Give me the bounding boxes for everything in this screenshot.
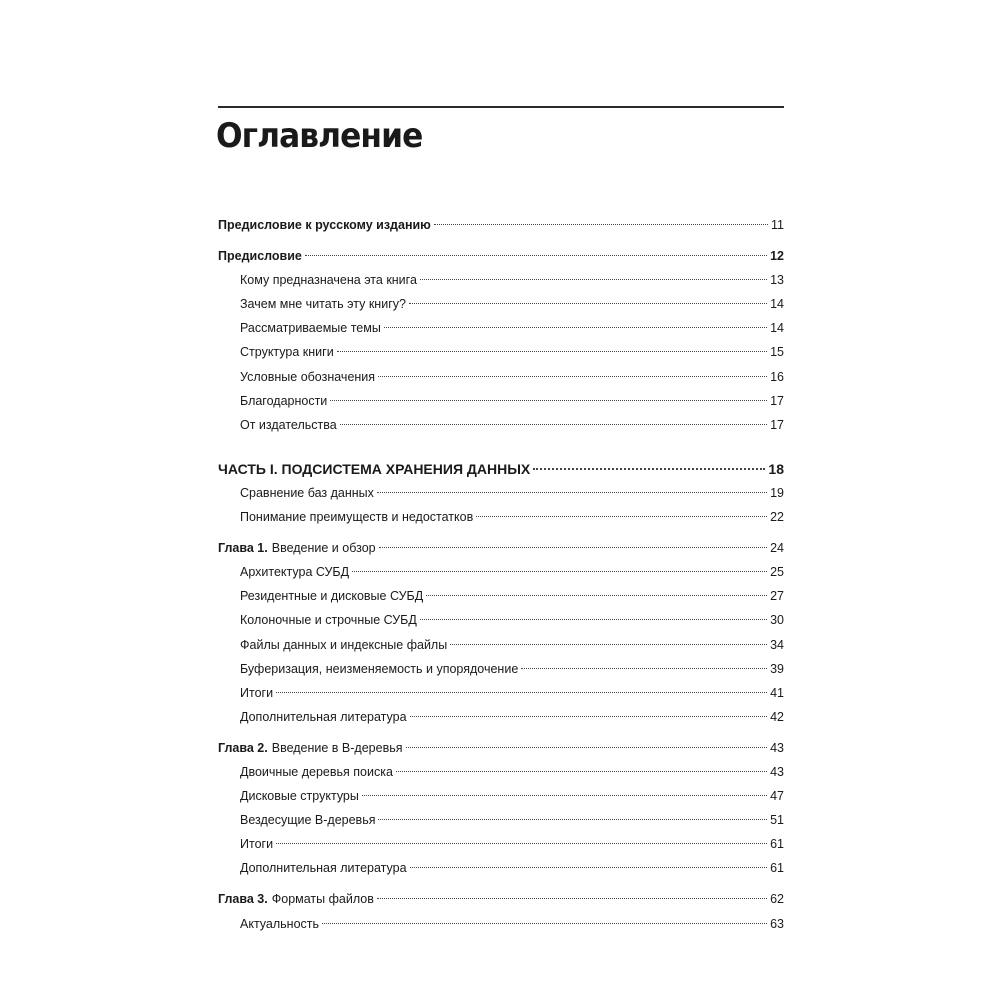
leader-dots (378, 818, 767, 820)
toc-entry[interactable] (218, 389, 784, 413)
toc-entry-label: Кому предназначена эта книга (240, 273, 417, 288)
toc-entry-label: От издательства (240, 417, 337, 432)
toc-entry-page: 27 (770, 589, 784, 604)
toc-entry[interactable] (218, 681, 784, 705)
toc-entry[interactable] (218, 413, 784, 437)
toc-entry[interactable] (218, 705, 784, 729)
toc-entry[interactable] (218, 856, 784, 880)
leader-dots (377, 491, 767, 493)
toc-entry-label: Условные обозначения (240, 369, 376, 384)
toc-entry-page: 39 (770, 661, 784, 676)
leader-dots (426, 594, 767, 596)
toc-entry[interactable] (218, 316, 784, 340)
toc-entry-page: 42 (770, 709, 784, 724)
toc-entry-label: Актуальность (240, 916, 320, 931)
leader-dots (330, 399, 767, 401)
toc-entry-label: Предисловие к русскому изданию (218, 218, 431, 232)
leader-dots (410, 715, 768, 717)
leader-dots (377, 897, 767, 899)
leader-dots (322, 922, 767, 924)
toc-entry-label: Колоночные и строчные СУБД (240, 613, 417, 628)
toc-entry-page: 19 (770, 485, 784, 500)
leader-dots (406, 746, 768, 748)
toc-chapter-entry[interactable] (218, 536, 784, 560)
toc-entry[interactable] (218, 268, 784, 292)
toc-entry-label: Зачем мне читать эту книгу? (240, 297, 406, 312)
toc-entry-page: 62 (770, 892, 784, 907)
toc-entry-page: 15 (770, 345, 784, 360)
table-of-contents (218, 213, 784, 936)
toc-entry-label: Итоги (240, 837, 274, 852)
toc-entry[interactable] (218, 808, 784, 832)
toc-entry-page: 34 (770, 637, 784, 652)
toc-entry-page: 24 (770, 541, 784, 556)
toc-entry-page: 43 (770, 764, 784, 779)
toc-entry-label: Вездесущие B-деревья (240, 813, 376, 828)
toc-entry-page: 16 (770, 369, 784, 384)
chapter-number: Глава 2. (218, 740, 268, 755)
toc-entry[interactable] (218, 292, 784, 316)
leader-dots (378, 375, 767, 377)
toc-entry-page: 61 (770, 837, 784, 852)
leader-dots (533, 467, 765, 470)
toc-entry[interactable] (218, 760, 784, 784)
toc-entry[interactable] (218, 481, 784, 505)
toc-entry-label: Понимание преимуществ и недостатков (240, 510, 474, 525)
leader-dots (450, 643, 767, 645)
toc-entry-page: 18 (768, 460, 784, 477)
toc-entry[interactable] (218, 608, 784, 632)
toc-entry-label: Итоги (240, 685, 274, 700)
toc-entry-label: Файлы данных и индексные файлы (240, 637, 448, 652)
toc-entry[interactable] (218, 505, 784, 529)
leader-dots (337, 350, 767, 352)
toc-entry-page: 17 (770, 393, 784, 408)
toc-entry-page: 25 (770, 565, 784, 580)
top-rule (218, 106, 784, 108)
toc-entry[interactable] (218, 365, 784, 389)
toc-entry-label: Рассматриваемые темы (240, 321, 381, 336)
leader-dots (384, 326, 767, 328)
toc-entry-page: 22 (770, 510, 784, 525)
toc-entry-page: 14 (770, 297, 784, 312)
leader-dots (340, 423, 767, 425)
leader-dots (420, 618, 767, 620)
leader-dots (409, 302, 767, 304)
leader-dots (396, 770, 767, 772)
leader-dots (434, 223, 768, 225)
toc-entry[interactable] (218, 244, 784, 268)
toc-entry-label: Форматы файлов (271, 892, 374, 907)
toc-entry[interactable] (218, 560, 784, 584)
toc-entry-label: Буферизация, неизменяемость и упорядочение (240, 661, 519, 676)
toc-entry-label: Сравнение баз данных (240, 485, 374, 500)
leader-dots (352, 570, 767, 572)
toc-entry-page: 14 (770, 321, 784, 336)
toc-entry[interactable] (218, 832, 784, 856)
toc-entry-label: ЧАСТЬ I. ПОДСИСТЕМА ХРАНЕНИЯ ДАННЫХ (218, 460, 531, 477)
leader-dots (305, 254, 767, 256)
toc-chapter-entry[interactable] (218, 736, 784, 760)
toc-entry-page: 30 (770, 613, 784, 628)
toc-entry[interactable] (218, 213, 784, 237)
toc-chapter-entry[interactable] (218, 887, 784, 911)
chapter-number: Глава 1. (218, 541, 268, 556)
toc-entry[interactable] (218, 340, 784, 364)
toc-entry-page: 63 (770, 916, 784, 931)
toc-entry-page: 51 (770, 813, 784, 828)
toc-entry-label: Дополнительная литература (240, 709, 407, 724)
toc-entry-page: 17 (770, 417, 784, 432)
leader-dots (476, 515, 767, 517)
toc-entry[interactable] (218, 633, 784, 657)
toc-entry-label: Дополнительная литература (240, 861, 407, 876)
toc-entry-page: 41 (770, 685, 784, 700)
toc-entry-label: Введение в B-деревья (271, 740, 403, 755)
toc-entry-page: 12 (770, 249, 784, 264)
leader-dots (521, 667, 767, 669)
leader-dots (379, 546, 768, 548)
toc-entry-page: 61 (770, 861, 784, 876)
page-title: Оглавление (216, 116, 423, 156)
toc-part-entry[interactable] (218, 457, 784, 481)
toc-entry-page: 11 (771, 218, 784, 232)
toc-entry-label: Дисковые структуры (240, 789, 359, 804)
toc-entry-label: Резидентные и дисковые СУБД (240, 589, 424, 604)
toc-entry-label: Благодарности (240, 393, 328, 408)
leader-dots (276, 691, 767, 693)
leader-dots (420, 278, 767, 280)
toc-entry[interactable] (218, 657, 784, 681)
leader-dots (410, 866, 768, 868)
toc-entry[interactable] (218, 912, 784, 936)
toc-entry-label: Предисловие (218, 249, 302, 264)
leader-dots (276, 842, 767, 844)
toc-entry[interactable] (218, 584, 784, 608)
toc-entry-label: Введение и обзор (271, 541, 376, 556)
toc-entry-label: Архитектура СУБД (240, 565, 350, 580)
toc-entry-page: 47 (770, 789, 784, 804)
toc-entry-page: 43 (770, 740, 784, 755)
leader-dots (362, 794, 767, 796)
toc-entry-page: 13 (770, 273, 784, 288)
toc-entry-label: Структура книги (240, 345, 334, 360)
toc-entry-label: Двоичные деревья поиска (240, 764, 393, 779)
toc-entry[interactable] (218, 784, 784, 808)
chapter-number: Глава 3. (218, 892, 268, 907)
